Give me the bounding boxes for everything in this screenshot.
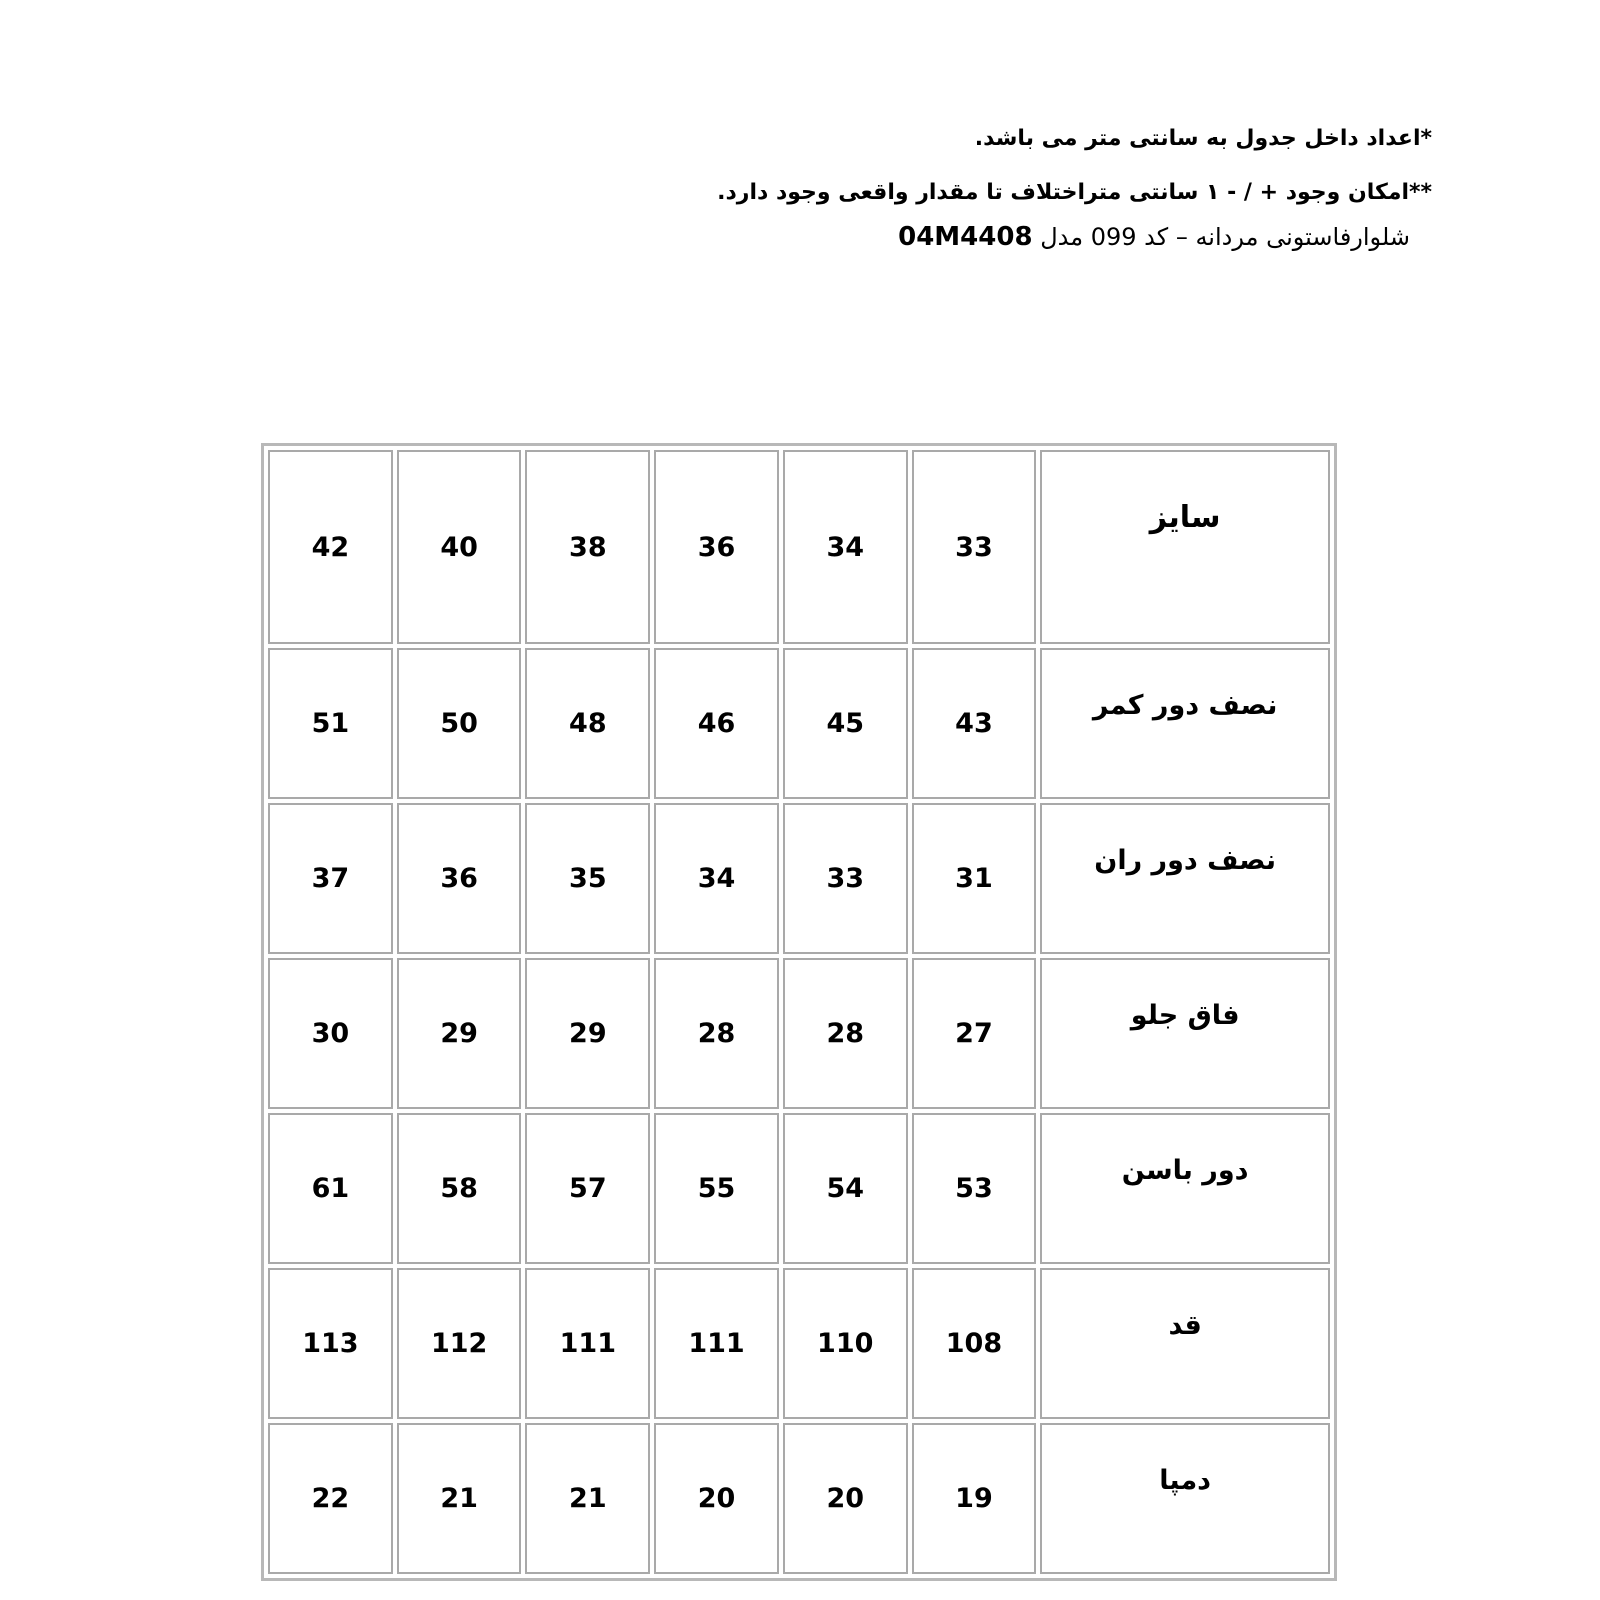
size-cell: 34 (783, 450, 908, 644)
value-cell: 54 (783, 1113, 908, 1264)
note-tolerance: **امکان وجود + / - ۱ سانتی متراختلاف تا مقدار واقعی وجود دارد. (717, 180, 1432, 205)
value-cell: 45 (783, 648, 908, 799)
size-cell: 36 (654, 450, 779, 644)
size-cell: 42 (268, 450, 393, 644)
value-cell: 36 (397, 803, 522, 954)
size-cell: 40 (397, 450, 522, 644)
value-cell: 61 (268, 1113, 393, 1264)
value-cell: 111 (654, 1268, 779, 1419)
value-cell: 28 (654, 958, 779, 1109)
value-cell: 34 (654, 803, 779, 954)
table-row (268, 1268, 1330, 1419)
value-cell: 113 (268, 1268, 393, 1419)
value-cell: 29 (525, 958, 650, 1109)
value-cell: 48 (525, 648, 650, 799)
size-cell: 38 (525, 450, 650, 644)
value-cell: 20 (654, 1423, 779, 1574)
value-cell: 108 (912, 1268, 1037, 1419)
value-cell: 21 (397, 1423, 522, 1574)
value-cell: 29 (397, 958, 522, 1109)
row-label: نصف دور کمر (1040, 648, 1330, 799)
header-label: سایز (1040, 450, 1330, 644)
value-cell: 50 (397, 648, 522, 799)
value-cell: 33 (783, 803, 908, 954)
value-cell: 43 (912, 648, 1037, 799)
value-cell: 19 (912, 1423, 1037, 1574)
value-cell: 112 (397, 1268, 522, 1419)
product-code: 04M4408 (898, 222, 1033, 252)
row-label: نصف دور ران (1040, 803, 1330, 954)
row-label: فاق جلو (1040, 958, 1330, 1109)
row-label: دور باسن (1040, 1113, 1330, 1264)
value-cell: 21 (525, 1423, 650, 1574)
value-cell: 58 (397, 1113, 522, 1264)
note-units: *اعداد داخل جدول به سانتی متر می باشد. (974, 126, 1432, 151)
value-cell: 22 (268, 1423, 393, 1574)
value-cell: 110 (783, 1268, 908, 1419)
notes-section (532, 112, 1432, 254)
value-cell: 51 (268, 648, 393, 799)
table-row (268, 1113, 1330, 1264)
size-cell: 33 (912, 450, 1037, 644)
value-cell: 55 (654, 1113, 779, 1264)
value-cell: 28 (783, 958, 908, 1109)
table-header-row (268, 450, 1330, 644)
value-cell: 20 (783, 1423, 908, 1574)
value-cell: 57 (525, 1113, 650, 1264)
table-row (268, 1423, 1330, 1574)
row-label: قد (1040, 1268, 1330, 1419)
value-cell: 37 (268, 803, 393, 954)
value-cell: 31 (912, 803, 1037, 954)
table-row (268, 958, 1330, 1109)
table-row (268, 803, 1330, 954)
value-cell: 111 (525, 1268, 650, 1419)
value-cell: 27 (912, 958, 1037, 1109)
value-cell: 46 (654, 648, 779, 799)
product-title (532, 220, 1410, 254)
product-name: شلوارفاستونی مردانه – کد 099 مدل (1040, 223, 1410, 251)
row-label: دمپا (1040, 1423, 1330, 1574)
value-cell: 35 (525, 803, 650, 954)
value-cell: 30 (268, 958, 393, 1109)
value-cell: 53 (912, 1113, 1037, 1264)
table-row (268, 648, 1330, 799)
size-chart-table (261, 443, 1337, 1581)
